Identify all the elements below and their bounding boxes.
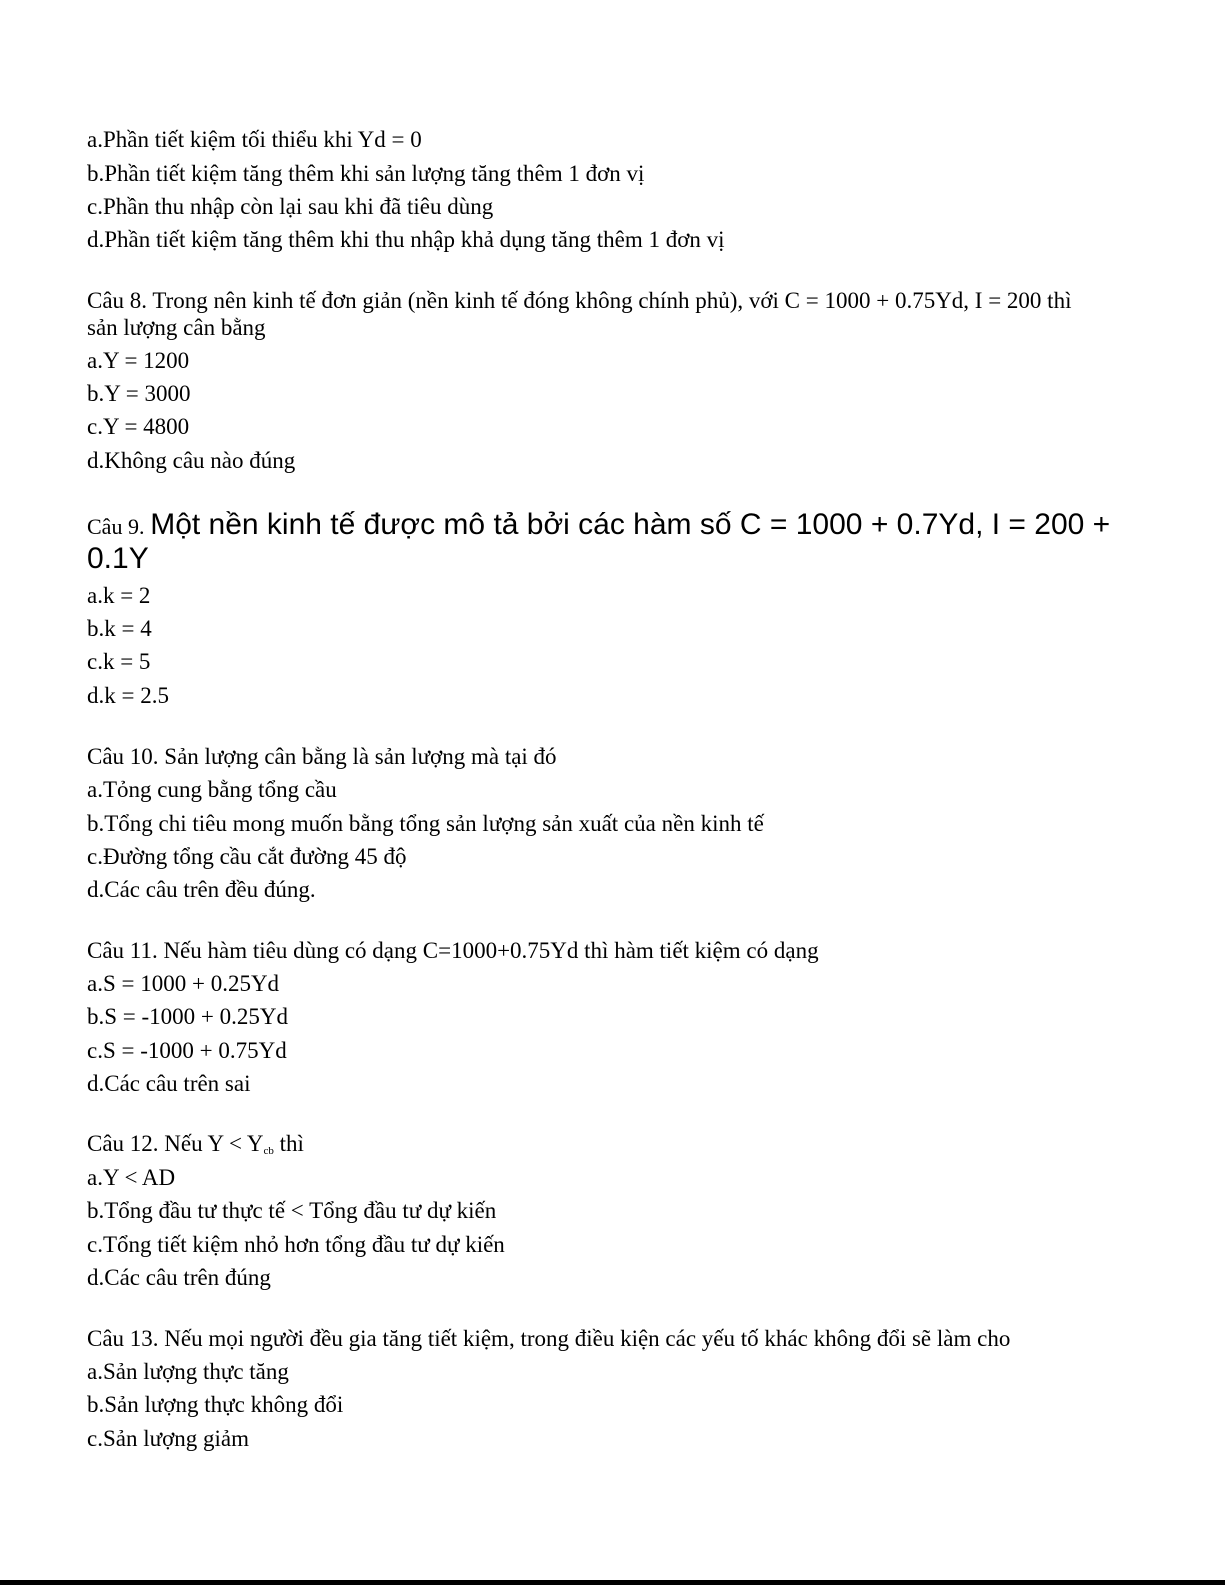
option-b: b.Phần tiết kiệm tăng thêm khi sản lượng tăng thêm 1 đơn vị xyxy=(87,161,645,186)
question-10-option-c: c.Đường tổng cầu cắt đường 45 độ xyxy=(87,844,407,869)
question-11-option-d: d.Các câu trên sai xyxy=(87,1071,251,1096)
question-11-option-b: b.S = -1000 + 0.25Yd xyxy=(87,1004,289,1029)
question-10-title: Câu 10. Sản lượng cân bằng là sản lượng mà tại đó xyxy=(87,744,557,769)
question-11-option-c: c.S = -1000 + 0.75Yd xyxy=(87,1038,287,1063)
question-8-option-b: b.Y = 3000 xyxy=(87,381,191,406)
question-11-title: Câu 11. Nếu hàm tiêu dùng có dạng C=1000+0.75Yd thì hàm tiết kiệm có dạng xyxy=(87,938,819,963)
question-12-subscript: cb xyxy=(263,1145,274,1157)
page-bottom-border xyxy=(0,1580,1225,1585)
question-9-option-d: d.k = 2.5 xyxy=(87,683,169,708)
question-9-text: Một nền kinh tế được mô tả bởi các hàm số C = 1000 + 0.7Yd, I = 200 + xyxy=(150,508,1111,541)
question-8-option-a: a.Y = 1200 xyxy=(87,348,190,373)
question-8-title: Câu 8. Trong nên kinh tế đơn giản (nền kinh tế đóng không chính phủ), với C = 1000 + 0.75Yd, I = 200 thì xyxy=(87,288,1072,313)
question-9-title xyxy=(87,508,1110,542)
question-13-option-a: a.Sản lượng thực tăng xyxy=(87,1359,289,1384)
question-10-option-d: d.Các câu trên đều đúng. xyxy=(87,877,316,902)
question-10-option-b: b.Tổng chi tiêu mong muốn bằng tổng sản lượng sản xuất của nền kinh tế xyxy=(87,811,764,836)
question-13-option-b: b.Sản lượng thực không đổi xyxy=(87,1392,344,1417)
option-a: a.Phần tiết kiệm tối thiểu khi Yd = 0 xyxy=(87,127,422,152)
question-13-option-c: c.Sản lượng giảm xyxy=(87,1426,249,1451)
question-8-option-d: d.Không câu nào đúng xyxy=(87,448,296,473)
question-8-option-c: c.Y = 4800 xyxy=(87,414,190,439)
option-d: d.Phần tiết kiệm tăng thêm khi thu nhập khả dụng tăng thêm 1 đơn vị xyxy=(87,227,725,252)
option-c: c.Phần thu nhập còn lại sau khi đã tiêu dùng xyxy=(87,194,494,219)
question-12-option-d: d.Các câu trên đúng xyxy=(87,1265,271,1290)
question-12-title-end: thì xyxy=(273,1131,304,1156)
question-9-option-a: a.k = 2 xyxy=(87,583,151,608)
question-13-title: Câu 13. Nếu mọi người đều gia tăng tiết kiệm, trong điều kiện các yếu tố khác không đổi sẽ làm cho xyxy=(87,1326,1011,1351)
question-9-option-b: b.k = 4 xyxy=(87,616,152,641)
question-12-title-text: Câu 12. Nếu Y < Y xyxy=(87,1131,264,1156)
question-12-option-c: c.Tổng tiết kiệm nhỏ hơn tổng đầu tư dự kiến xyxy=(87,1232,505,1257)
question-9-option-c: c.k = 5 xyxy=(87,649,151,674)
question-12-option-b: b.Tổng đầu tư thực tế < Tổng đầu tư dự kiến xyxy=(87,1198,497,1223)
question-9-title-cont: 0.1Y xyxy=(87,542,149,575)
question-12-title xyxy=(87,1130,304,1165)
question-11-option-a: a.S = 1000 + 0.25Yd xyxy=(87,971,280,996)
question-10-option-a: a.Tỏng cung bằng tổng cầu xyxy=(87,777,337,802)
question-8-title-cont: sản lượng cân bằng xyxy=(87,315,266,340)
question-12-option-a: a.Y < AD xyxy=(87,1165,176,1190)
question-9-label: Câu 9. xyxy=(87,514,145,539)
